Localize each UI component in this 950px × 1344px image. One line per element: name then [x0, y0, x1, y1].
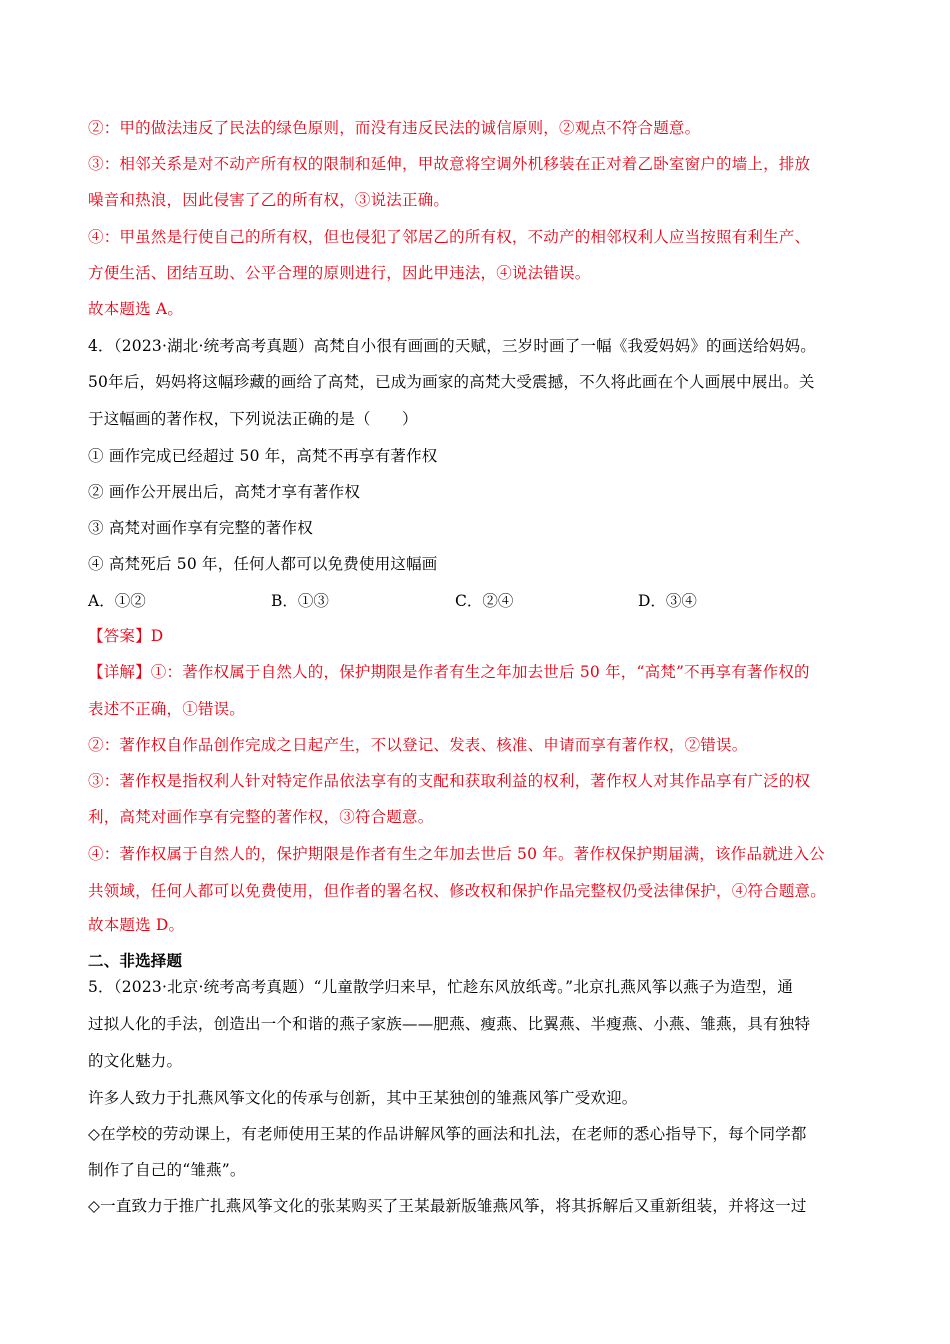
q4-stem-line-2: 50年后，妈妈将这幅珍藏的画给了高梵，已成为画家的高梵大受震撼，不久将此画在个人画展中展出。关	[88, 373, 815, 391]
q4-detail-line-5a: ④：著作权属于自然人的，保护期限是作者有生之年加去世后 50 年。著作权保护期届满，该作品就进入公	[88, 845, 825, 863]
q4-statement-3: ③ 高梵对画作享有完整的著作权	[88, 519, 313, 537]
q3-explanation-line-4a: ④：甲虽然是行使自己的所有权，但也侵犯了邻居乙的所有权，不动产的相邻权利人应当按照有利生产、	[88, 228, 811, 246]
q4-detail-line-4a: ③：著作权是指权利人针对特定作品依法享有的支配和获取利益的权利，著作权人对其作品享有广泛的权	[88, 772, 811, 790]
q5-line-1: 5．（2023·北京·统考高考真题）“儿童散学归来早，忙趁东风放纸鸢。”北京扎燕风筝以燕子为造型，通	[88, 978, 794, 996]
q3-explanation-line-4b: 方便生活、团结互助、公平合理的原则进行，因此甲违法，④说法错误。	[88, 264, 591, 282]
q4-answer: 【答案】D	[88, 627, 164, 645]
q5-material-2a: ◇一直致力于推广扎燕风筝文化的张某购买了王某最新版雏燕风筝，将其拆解后又重新组装，并将这一过	[88, 1197, 807, 1215]
q4-detail-line-5b: 共领域，任何人都可以免费使用，但作者的署名权、修改权和保护作品完整权仍受法律保护，④符合题意。	[88, 882, 826, 900]
q3-explanation-line-3a: ③：相邻关系是对不动产所有权的限制和延伸，甲故意将空调外机移装在正对着乙卧室窗户的墙上，排放	[88, 155, 811, 173]
q4-statement-2: ② 画作公开展出后，高梵才享有著作权	[88, 483, 361, 501]
q4-detail-line-4b: 利，高梵对画作享有完整的著作权，③符合题意。	[88, 808, 434, 826]
q3-explanation-line-3b: 噪音和热浪，因此侵害了乙的所有权，③说法正确。	[88, 191, 450, 209]
q5-line-2: 过拟人化的手法，创造出一个和谐的燕子家族——肥燕、瘦燕、比翼燕、半瘦燕、小燕、雏燕，具有独特	[88, 1015, 811, 1033]
q5-material-1b: 制作了自己的“雏燕”。	[88, 1161, 246, 1179]
q4-option-c: C．②④	[455, 592, 514, 610]
q3-conclusion: 故本题选 A。	[88, 300, 184, 318]
q4-option-d: D．③④	[638, 592, 697, 610]
q5-line-3: 的文化魅力。	[88, 1052, 183, 1070]
q4-conclusion: 故本题选 D。	[88, 916, 185, 934]
q4-detail-line-1: 【详解】①：著作权属于自然人的，保护期限是作者有生之年加去世后 50 年，“高梵”不再享有著作权的	[88, 663, 810, 681]
q4-detail-line-3: ②：著作权自作品创作完成之日起产生，不以登记、发表、核准、申请而享有著作权，②错误。	[88, 736, 748, 754]
q4-option-b: B．①③	[271, 592, 329, 610]
q4-option-a: A．①②	[88, 592, 146, 610]
q4-stem-line-1: 4．（2023·湖北·统考高考真题）高梵自小很有画画的天赋，三岁时画了一幅《我爱妈妈》的画送给妈妈。	[88, 337, 816, 355]
q4-stem-line-3: 于这幅画的著作权，下列说法正确的是（ ）	[88, 410, 418, 428]
q5-line-4: 许多人致力于扎燕风筝文化的传承与创新，其中王某独创的雏燕风筝广受欢迎。	[88, 1089, 638, 1107]
q4-statement-1: ① 画作完成已经超过 50 年，高梵不再享有著作权	[88, 447, 438, 465]
q5-material-1a: ◇在学校的劳动课上，有老师使用王某的作品讲解风筝的画法和扎法，在老师的悉心指导下，每个同学都	[88, 1125, 807, 1143]
q4-detail-line-2: 表述不正确，①错误。	[88, 700, 246, 718]
q3-explanation-line-2: ②：甲的做法违反了民法的绿色原则，而没有违反民法的诚信原则，②观点不符合题意。	[88, 119, 701, 137]
q4-statement-4: ④ 高梵死后 50 年，任何人都可以免费使用这幅画	[88, 555, 438, 573]
section-heading-non-multiple-choice: 二、非选择题	[88, 951, 183, 970]
